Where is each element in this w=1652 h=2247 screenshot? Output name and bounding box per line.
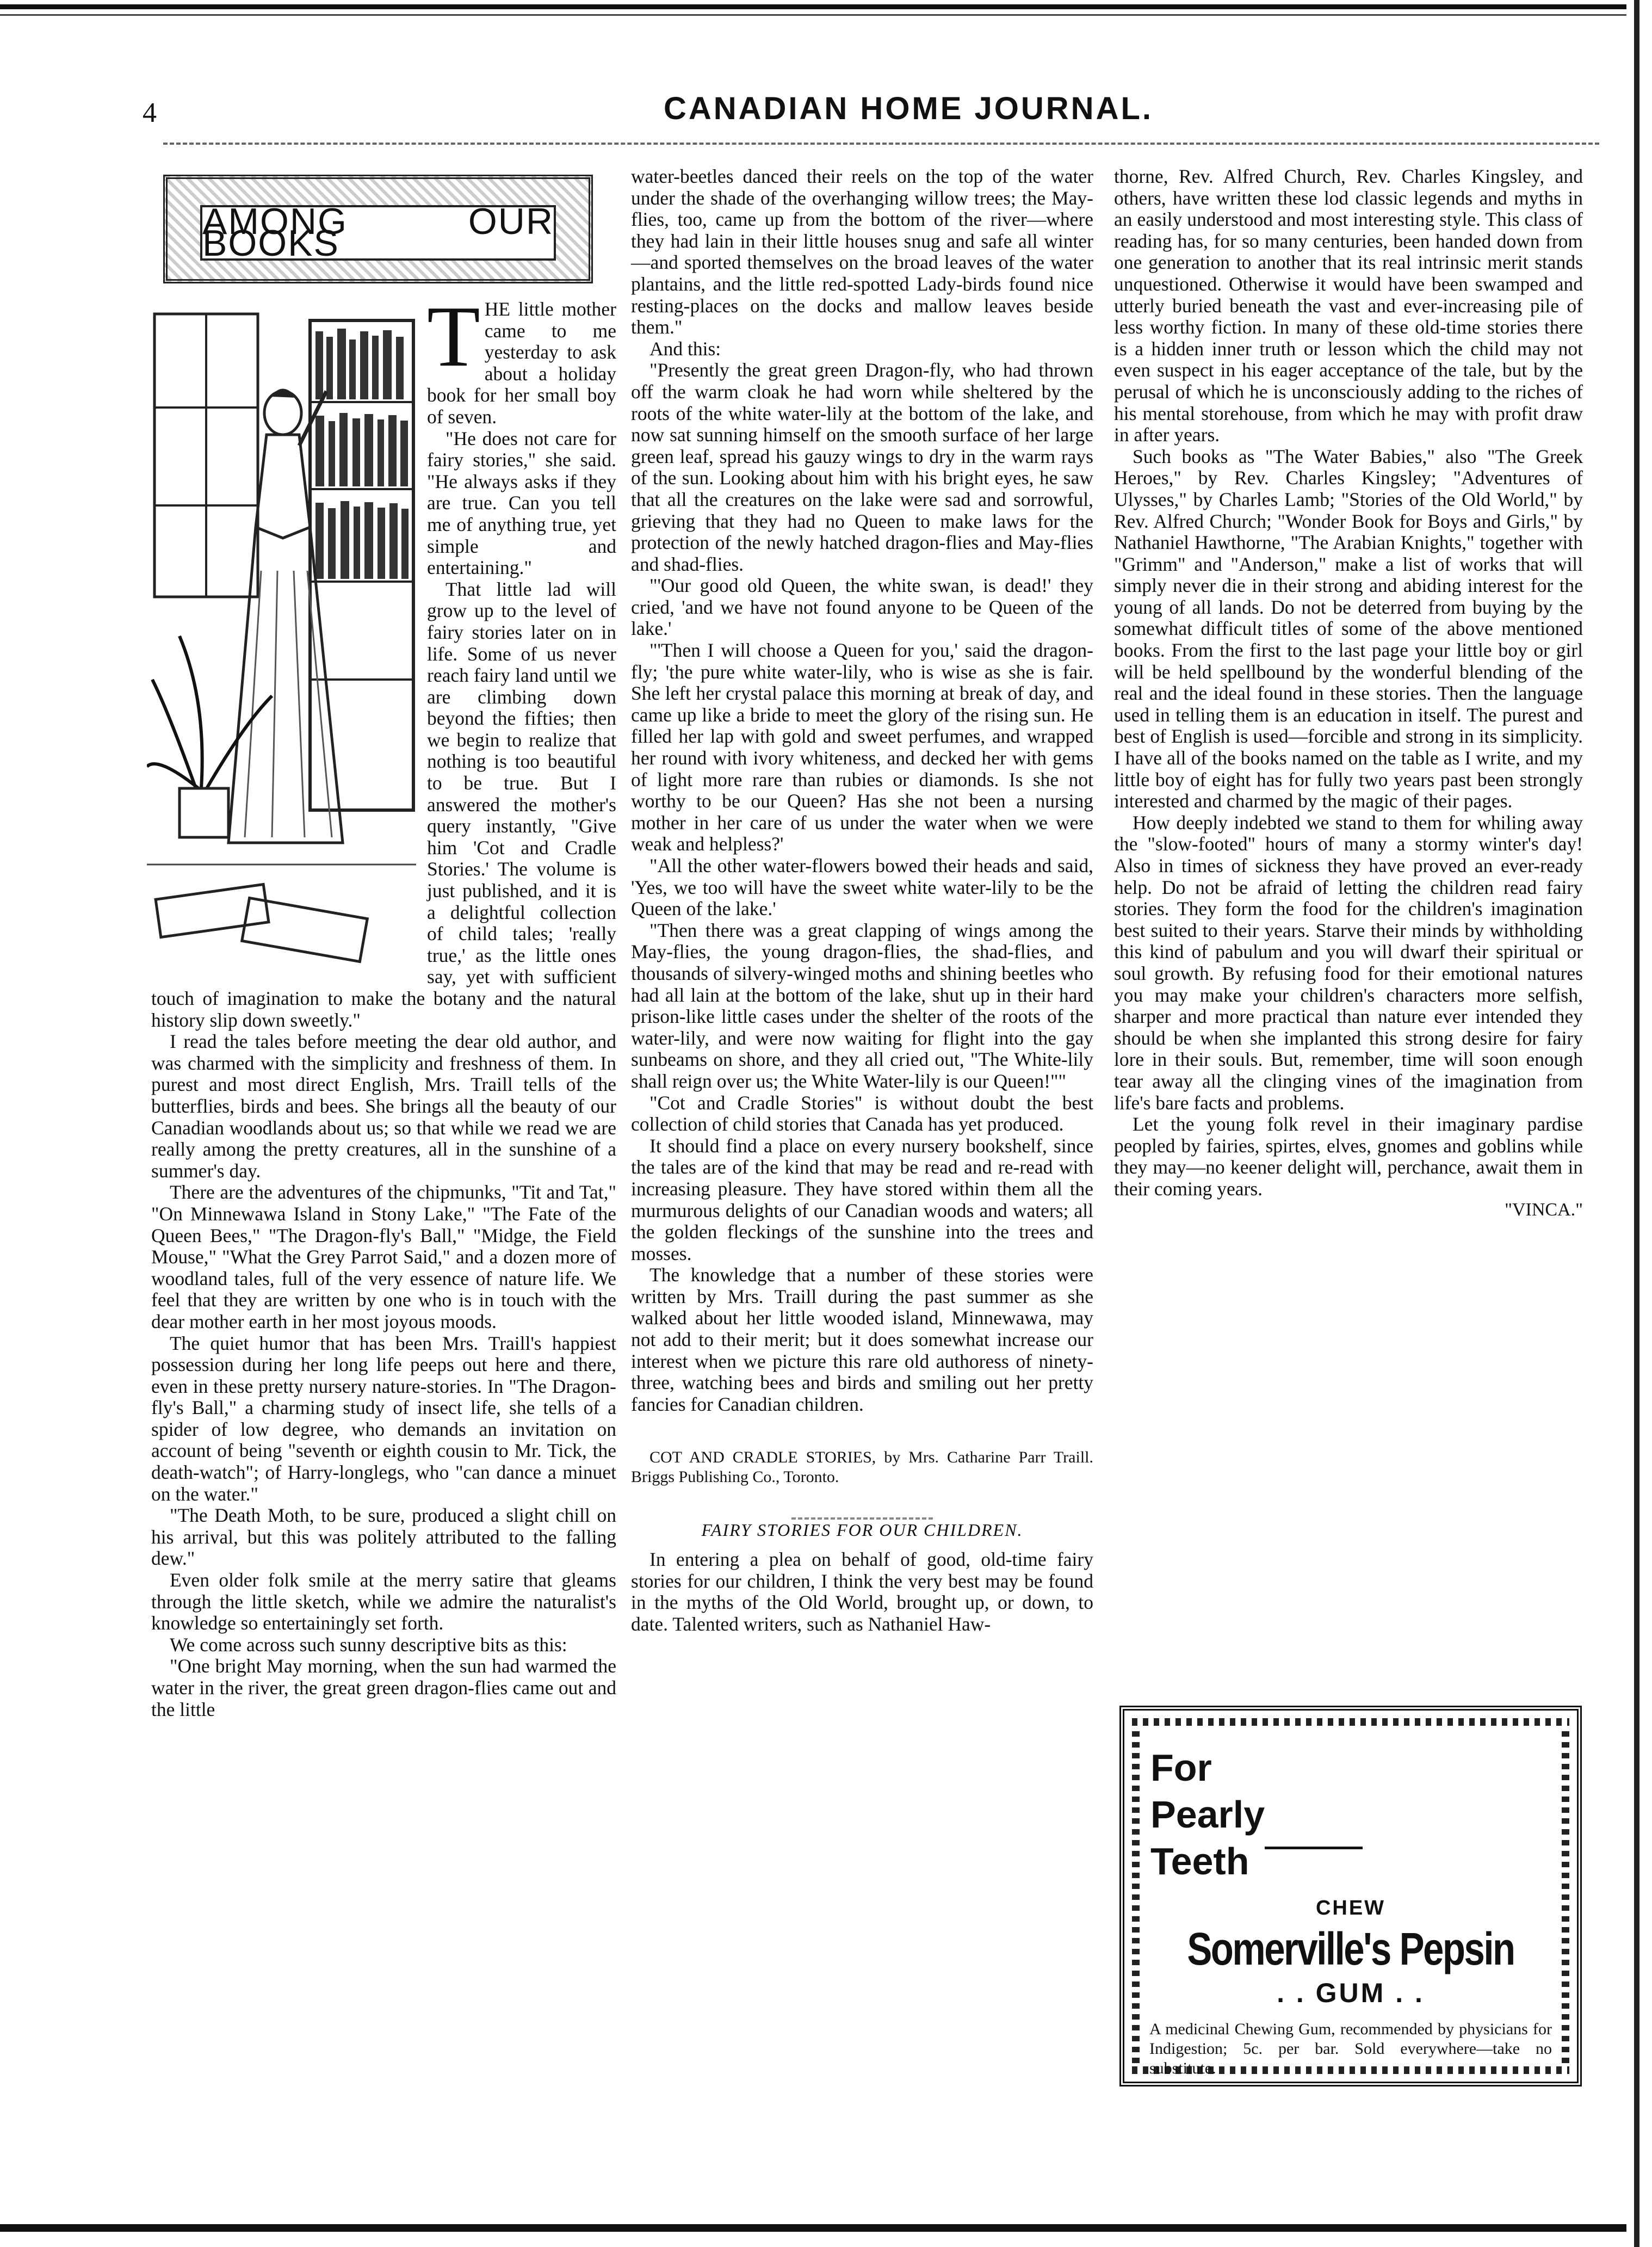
column-1 xyxy=(151,171,616,1720)
ad-flourish xyxy=(1265,1847,1363,1849)
paragraph: Even older folk smile at the merry satire that gleams through the little sketch, while we admire the naturalist's knowledge so entertainingly set forth. xyxy=(151,1569,616,1634)
paragraph: "He does not care for fairy stories," she said. "He always asks if they are true. Can you tell me of anything true, yet simple and entertaining." xyxy=(427,427,616,579)
paragraph: How deeply indebted we stand to them for whiling away the "slow-footed" hours of many a stormy winter's day! Also in times of sickness they have proved an ever-ready help. Do not be afraid of letting the children read fairy stories. They form the food for the children's imagination best suited to their years. Starve their minds by withholding this kind of pabulum and you will dwarf their spiritual or soul growth. By refusing food for their emotional natures you may make your children's characters more selfish, sharper and more practical than nature ever intended they should be when she implanted this strong desire for fairy lore in their souls. But, remember, time will soon enough tear away all the clinging vines of the imagination from life's bare facts and problems. xyxy=(1114,811,1583,1114)
subheading: FAIRY STORIES FOR OUR CHILDREN. xyxy=(701,1520,1023,1540)
ad-chew: CHEW xyxy=(1315,1897,1386,1919)
masthead-title: CANADIAN HOME JOURNAL. xyxy=(664,91,1153,126)
advertisement xyxy=(1119,1706,1582,2086)
top-rule xyxy=(0,4,1626,9)
paragraph: water-beetles danced their reels on the top of the water under the shade of the overhanging willow trees; the May-flies, too, came up from the bottom of the river—where they had lain in their little houses snug and safe all winter—and sported themselves on the broad leaves of the water plantains, and the little red-spotted Lady-birds found nice resting-places on the docks and mallow leaves beside them." xyxy=(631,165,1093,338)
paragraph: We come across such sunny descriptive bits as this: xyxy=(170,1633,567,1656)
paragraph: Such books as "The Water Babies," also "The Greek Heroes," by Rev. Charles Kingsley; "Adventures of Ulysses," by Charles Lamb; "Stories of the Old World," by Rev. Alfred Church; "Wonder Book for Boys and Girls," by Nathaniel Hawthorne, "The Arabian Knights," together with "Grimm" and "Anderson," make a list of works that will simply never die in their strong and abiding interest for the young of all lands. Do not be deterred from buying by the somewhat difficult titles of some of the above mentioned books. From the first to the last page your little boy or girl will be held spellbound by the wonderful blending of the real and the ideal found in these stories. Then the language used in telling them is an education in itself. The purest and best of English is used—forcible and strong in its simplicity. I have all of the books named on the table as I write, and my little boy of eight has for fully two years past been strongly interested and charmed by the magic of their pages. xyxy=(1114,445,1583,812)
paragraph: "'Then I will choose a Queen for you,' said the dragon-fly; 'the pure white water-lily, who is wise as she is fair. She left her crystal palace this morning at break of day, and came up like a bride to meet the glory of the rising sun. He filled her lap with gold and sweet perfumes, and wrapped her round with ivory whiteness, and decked her with gems of light more rare than rubies or diamonds. Is she not worthy to be our Queen? Has she not been a nursing mother in her care of us under the water when we were weak and helpless?' xyxy=(631,639,1093,855)
ad-brand: Somerville's Pepsin xyxy=(1187,1923,1514,1974)
paragraph: "'Our good old Queen, the white swan, is dead!' they cried, 'and we have not found anyone to be Queen of the lake.' xyxy=(631,575,1093,640)
ad-headline xyxy=(1150,1744,1265,1885)
ad-headline-line: Pearly xyxy=(1150,1793,1265,1836)
section-title: AMONG OUR BOOKS xyxy=(200,205,556,261)
page-number: 4 xyxy=(143,97,157,128)
paragraph: "Then there was a great clapping of wings among the May-flies, the young dragon-flies, the shad-flies, and thousands of silvery-winged moths and shining beetles who had all lain at the bottom of the lake, shut up in their hard prison-like little cases under the shelter of the roots of the water-lily, and were now waiting for flight into the gay sunbeams on shore, and they all cried out, "The White-lily shall reign over us; the White Water-lily is our Queen!"" xyxy=(631,919,1093,1092)
paragraph: Let the young folk revel in their imaginary pardise peopled by fairies, spirtes, elves, gnomes and goblins while they may—no keener delight will, perchance, await them in their coming years. xyxy=(1114,1113,1583,1200)
column-3 xyxy=(1114,166,1583,1220)
paragraph: And this: xyxy=(649,337,721,360)
ad-product: . . GUM . . xyxy=(1277,1978,1425,2008)
paragraph: "Cot and Cradle Stories" is without doubt the best collection of child stories that Canada has yet produced. xyxy=(631,1091,1093,1135)
column-2 xyxy=(631,166,1093,1635)
paragraph: thorne, Rev. Alfred Church, Rev. Charles Kingsley, and others, have written these lod classic legends and myths in an easily understood and most interesting style. This class of reading has, for so many centuries, been handed down from one generation to another that its real intrinsic merit stands unquestioned. Otherwise it would have been swamped and utterly buried beneath the vast and ever-increasing pile of less worthy fiction. In many of these old-time stories there is a hidden inner truth or lesson which the child may not even suspect in his eager acceptance of the tale, but by the perusal of which he is unconsciously adding to the riches of his mental storehouse, from which he may with profit draw in after years. xyxy=(1114,165,1583,446)
ad-headline-line: For xyxy=(1150,1746,1212,1789)
ad-description: A medicinal Chewing Gum, recommended by physicians for Indigestion; 5c. per bar. Sold everywhere—take no substitute. xyxy=(1149,2020,1552,2077)
paragraph: "All the other water-flowers bowed their heads and said, 'Yes, we too will have the sweet white water-lily to be the Queen of the lake.' xyxy=(631,855,1093,920)
drop-cap: T xyxy=(427,288,480,385)
book-credit: COT AND CRADLE STORIES, by Mrs. Catharine Parr Traill. Briggs Publishing Co., Toronto. xyxy=(631,1448,1093,1486)
woman-at-bookshelf-illustration xyxy=(147,299,416,981)
paragraph: The knowledge that a number of these stories were written by Mrs. Traill during the past summer as she walked about her little wooded island, Minnewawa, may not add to their merit; but it does somewhat increase our interest when we picture this rare old authoress of ninety-three, watching bees and birds and smiling out her pretty fancies for Canadian children. xyxy=(631,1264,1093,1415)
paragraph: There are the adventures of the chipmunks, "Tit and Tat," "On Minnewawa Island in Stony Lake," "The Fate of the Queen Bees," "The Dragon-fly's Ball," "Midge, the Field Mouse," "What the Grey Parrot Said," and a dozen more of woodland tales, full of the very essence of nature life. We feel that they are written by one who is in touch with the dear mother earth in her most joyous moods. xyxy=(151,1181,616,1332)
paragraph: That little lad will grow up to the level of fairy stories later on in life. Some of us never reach fairy land until we are climbing down beyond the fifties; then we begin to realize that nothing is too beautiful to be true. But I answered the mother's query instantly, "Give him 'Cot and Cradle Stories.' The volume is just published, and it is a delightful collection of child tales; 'really true,' as the little ones say, yet with sufficient touch of imagination to make the botany and the natural history slip down sweetly." xyxy=(151,578,616,1031)
paragraph: It should find a place on every nursery bookshelf, since the tales are of the kind that may be read and re-read with increasing pleasure. They have stored within them all the murmurous delights of our Canadian woods and waters; all the golden fleckings of the sunshine into the trees and mosses. xyxy=(631,1134,1093,1264)
paragraph: I read the tales before meeting the dear old author, and was charmed with the simplicity and freshness of them. In purest and most direct English, Mrs. Traill tells of the butterflies, birds and bees. She brings all the beauty of our Canadian woodlands about us; so that while we read we are really among the pretty creatures, all in the sunshine of a summer's day. xyxy=(151,1030,616,1182)
header-divider xyxy=(163,143,1599,145)
section-banner xyxy=(163,175,593,283)
ad-headline-line: Teeth xyxy=(1150,1840,1249,1882)
paragraph: "The Death Moth, to be sure, produced a slight chill on his arrival, but this was politely attributed to the falling dew." xyxy=(151,1504,616,1570)
author-signature: "VINCA." xyxy=(1505,1199,1583,1220)
paragraph: "Presently the great green Dragon-fly, who had thrown off the warm cloak he had worn while sheltered by the roots of the white water-lily at the bottom of the lake, and now sat sunning himself on the smooth surface of her large green leaf, spread his gauzy wings to dry in the warm rays of the sun. Looking about him with his bright eyes, he saw that all the creatures on the lake were sad and sorrowful, grieving that they had no Queen to make laws for the protection of the newly hatched dragon-flies and May-flies and shad-flies. xyxy=(631,359,1093,575)
top-rule-thin xyxy=(0,14,1626,16)
paragraph: "One bright May morning, when the sun had warmed the water in the river, the great green dragon-flies came out and the little xyxy=(151,1655,616,1720)
page-edge-shadow xyxy=(1634,0,1639,2247)
paragraph: In entering a plea on behalf of good, old-time fairy stories for our children, I think the very best may be found in the myths of the Old World, brought up, or down, to date. Talented writers, such as Nathaniel Haw- xyxy=(631,1548,1093,1635)
paragraph: HE little mother came to me yesterday to ask about a holiday book for her small boy of seven. xyxy=(427,298,616,428)
bottom-rule xyxy=(0,2224,1626,2232)
paragraph: The quiet humor that has been Mrs. Traill's happiest possession during her long life peeps out here and there, even in these pretty nursery nature-stories. In "The Dragon-fly's Ball," a charming study of insect life, she tells of a spider of low degree, who demands an invitation on account of being "seventh or eighth cousin to Mr. Tick, the death-watch"; of Harry-longlegs, who "can dance a minuet on the water." xyxy=(151,1332,616,1505)
